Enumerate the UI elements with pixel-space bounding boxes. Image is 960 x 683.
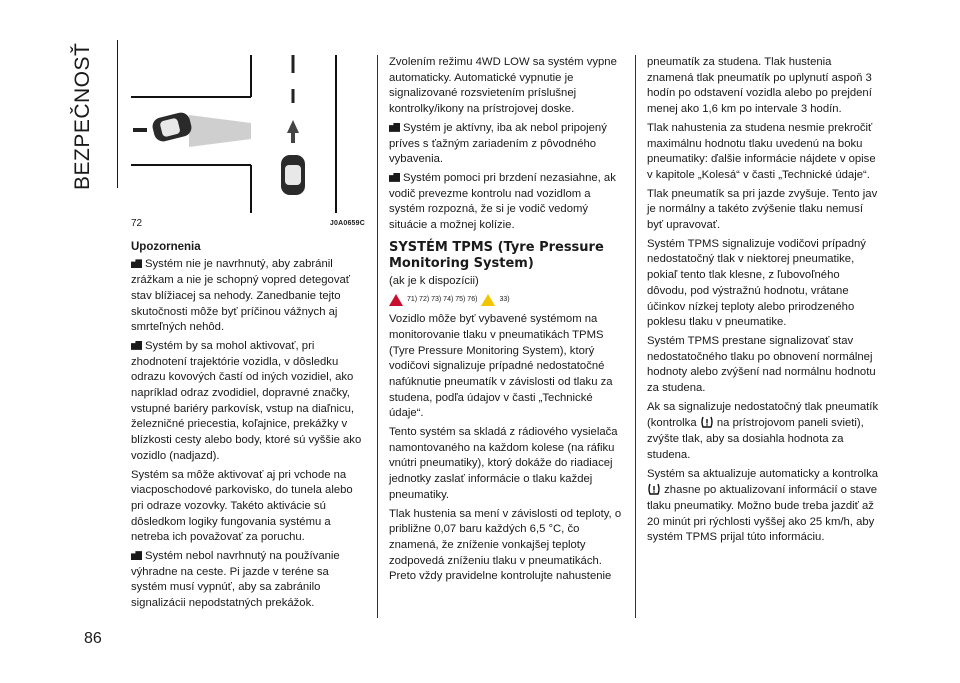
paragraph: Vozidlo môže byť vybavené systémom na monitorovanie tlaku v pneumatikách TPMS (Tyre Pressure Monitoring System), ktorý vodičovi signalizuje prípadné nedostatočné nafúknutie pneumatík v závislosti od tlaku za studena, podľa údajov v časti „Technické údaje“. xyxy=(389,313,613,420)
column-2 xyxy=(389,55,624,588)
paragraph: Systém nebol navrhnutý na používanie výhradne na ceste. Pi jazde v teréne sa systém musí vypnúť, aby sa zabránilo signalizácii nepodstatných prekážok. xyxy=(131,550,340,610)
paragraph: Systém by sa mohol aktivovať, pri zhodnotení trajektórie vozidla, v dôsledku odrazu kovových častí od iných vozidiel, ako napríklad odraz zvodidiel, dopravné značky, vstupné bariéry parkovísk, vstup na diaľnicu, železničné priecestia, koľajnice, prekážky v blízkosti cesty alebo body, ktoré sú vyššie ako vozidlo (nadjazd). xyxy=(131,339,362,462)
car-icon xyxy=(151,111,194,143)
paragraph: Tlak pneumatík sa pri jazde zvyšuje. Tento jav je normálny a takéto zvýšenie tlaku nemusí byť upravovať. xyxy=(647,187,878,232)
paragraph: Tlak hustenia sa mení v závislosti od teploty, o približne 0,07 baru každých 6,5 °C, čo znamená, že zníženie vonkajšej teploty zodpovedá zníženiu tlaku v pneumatikách. Preto vždy pravidelne kontrolujte nahustenie xyxy=(389,507,622,583)
paragraph: pneumatík za studena. Tlak hustenia znamená tlak pneumatík po uplynutí aspoň 3 hodín po odstavení vozidla alebo po prejdení menej ako 1,6 km po intervale 3 hodín. xyxy=(647,56,872,116)
car-icon xyxy=(281,155,305,195)
paragraph: Systém TPMS signalizuje vodičovi prípadný nedostatočný tlak v niektorej pneumatike, pokiaľ tento tlak klesne, z ľubovoľného dôvodu, pod výstražnú hodnotu, vrátane účinkov nízkej teploty alebo prirodzeného poklesu tlaku v pneumatike. xyxy=(647,237,866,329)
warnings-heading: Upozornenia xyxy=(131,240,201,253)
column-1 xyxy=(131,55,365,615)
paragraph: Systém sa môže aktivovať aj pri vchode na viacposchodové parkovisko, do tunela alebo pri odraze vozovky. Takéto aktivácie sú dôsledkom logiky fungovania systému a netreba ich považovať za poruchu. xyxy=(131,468,353,544)
warning-references: 71) 72) 73) 74) 75) 76) 33) xyxy=(389,292,624,308)
section-title: BEZPEČNOSŤ xyxy=(71,42,94,190)
paragraph: Systém nie je navrhnutý, aby zabránil zrážkam a nie je schopný vopred detegovať stav blížiacej sa nehody. Zanedbanie tejto skutočnosti môže byť príčinou vážnych aj smrteľných nehôd. xyxy=(131,258,351,334)
figure-caption xyxy=(131,216,365,232)
availability-note: (ak je k dispozícii) xyxy=(389,274,479,287)
paragraph: Ak sa signalizuje nedostatočný tlak pneumatík (kontrolka na prístrojovom paneli svieti), zvýšte tlak, aby sa dosiahla hodnota za studena. xyxy=(647,400,879,461)
figure-code: J0A0659C xyxy=(329,220,365,227)
paragraph: Systém je aktívny, iba ak nebol pripojený príves s ťažným zariadením z pôvodného vybavenia. xyxy=(389,121,607,166)
section-heading: SYSTÉM TPMS (Tyre Pressure Monitoring System) xyxy=(389,239,604,271)
page-number: 86 xyxy=(84,630,102,647)
tire-pressure-warning-icon xyxy=(647,482,661,496)
figure-number: 72 xyxy=(131,218,143,229)
tire-pressure-warning-icon xyxy=(700,415,714,429)
bullet-icon xyxy=(389,123,400,132)
bullet-icon xyxy=(131,259,142,268)
bullet-icon xyxy=(131,341,142,350)
paragraph: Systém TPMS prestane signalizovať stav nedostatočného tlaku po obnovení normálnej hodnoty alebo zvýšení nad normálnu hodnotu za studena. xyxy=(647,334,876,395)
column-divider xyxy=(635,55,636,618)
paragraph: Zvolením režimu 4WD LOW sa systém vypne automaticky. Automatické vypnutie je signalizované rozsvietením príslušnej kontrolky/ikony na prístrojovej doske. xyxy=(389,56,617,116)
column-divider xyxy=(377,55,378,618)
bullet-icon xyxy=(131,551,142,560)
danger-warning-icon xyxy=(389,294,403,306)
caution-warning-icon xyxy=(481,294,495,306)
figure-illustration xyxy=(131,55,365,213)
paragraph: Systém sa aktualizuje automaticky a kontrolka zhasne po aktualizovaní informácií o stave tlaku pneumatiky. Možno bude treba jazdiť až 20 minút pri rýchlosti vyššej ako 25 km/h, aby systém TPMS prijal túto informáciu. xyxy=(647,467,879,544)
section-rule xyxy=(117,40,118,188)
paragraph: Tento systém sa skladá z rádiového vysielača namontovaného na každom kolese (na ráfiku vnútri pneumatiky), ktorý dokáže do riadiacej jednotky zaslať informácie o tlaku každej pneumatiky. xyxy=(389,426,618,501)
paragraph: Systém pomoci pri brzdení nezasiahne, ak vodič prevezme kontrolu nad vozidlom a systém rozpozná, že si je vodič vedomý situácie a možnej kolízie. xyxy=(389,171,616,232)
road-illustration xyxy=(131,55,365,213)
column-3 xyxy=(647,55,879,549)
bullet-icon xyxy=(389,173,400,182)
paragraph: Tlak nahustenia za studena nesmie prekročiť maximálnu hodnotu tlaku uvedenú na boku pneumatiky: ďalšie informácie nájdete v opise v kapitole „Kolesá“ v časti „Technické údaje“. xyxy=(647,121,876,181)
